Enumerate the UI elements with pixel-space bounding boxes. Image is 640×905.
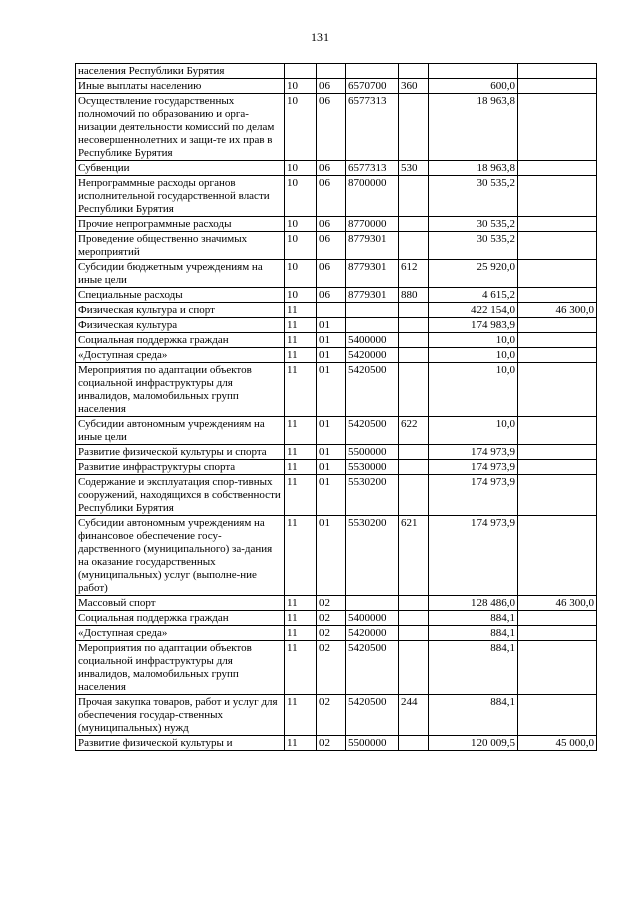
expense-type-cell: 621 [399,516,429,596]
expense-type-cell [399,641,429,695]
amount-cell: 18 963,8 [429,94,518,161]
section-code-cell: 11 [285,348,317,363]
subsection-code-cell [317,303,346,318]
section-code-cell: 10 [285,176,317,217]
amount-federal-cell [518,475,597,516]
target-article-cell: 5420500 [346,695,399,736]
target-article-cell: 5500000 [346,736,399,751]
table-row [76,176,597,217]
amount-federal-cell [518,232,597,260]
subsection-code-cell: 02 [317,626,346,641]
subsection-code-cell: 06 [317,161,346,176]
expense-type-cell [399,303,429,318]
subsection-code-cell: 06 [317,232,346,260]
row-name-cell: Субсидии бюджетным учреждениям на иные цели [76,260,285,288]
row-name-cell: Развитие физической культуры и спорта [76,445,285,460]
subsection-code-cell: 02 [317,596,346,611]
subsection-code-cell: 01 [317,475,346,516]
table-row [76,641,597,695]
subsection-code-cell: 02 [317,641,346,695]
row-name-cell: Мероприятия по адаптации объектов социальной инфраструктуры для инвалидов, маломобильных групп населения [76,641,285,695]
table-body [76,64,597,751]
target-article-cell: 5530000 [346,460,399,475]
amount-federal-cell [518,641,597,695]
table-row [76,736,597,751]
subsection-code-cell: 06 [317,288,346,303]
target-article-cell: 8779301 [346,260,399,288]
table-row [76,94,597,161]
expense-type-cell: 360 [399,79,429,94]
target-article-cell [346,64,399,79]
table-row [76,260,597,288]
expense-type-cell [399,626,429,641]
amount-federal-cell [518,333,597,348]
amount-federal-cell [518,176,597,217]
amount-cell: 128 486,0 [429,596,518,611]
subsection-code-cell: 01 [317,348,346,363]
amount-federal-cell: 45 000,0 [518,736,597,751]
row-name-cell: Физическая культура и спорт [76,303,285,318]
target-article-cell: 6577313 [346,94,399,161]
amount-cell: 600,0 [429,79,518,94]
amount-federal-cell [518,417,597,445]
amount-cell: 120 009,5 [429,736,518,751]
expense-type-cell: 244 [399,695,429,736]
amount-federal-cell [518,94,597,161]
table-row [76,363,597,417]
row-name-cell: Специальные расходы [76,288,285,303]
amount-federal-cell: 46 300,0 [518,303,597,318]
amount-federal-cell [518,260,597,288]
amount-federal-cell [518,318,597,333]
table-row [76,64,597,79]
section-code-cell: 11 [285,475,317,516]
expense-type-cell [399,318,429,333]
amount-cell: 10,0 [429,348,518,363]
table-row [76,611,597,626]
subsection-code-cell: 02 [317,695,346,736]
amount-cell: 10,0 [429,417,518,445]
target-article-cell: 5420500 [346,363,399,417]
section-code-cell: 11 [285,445,317,460]
row-name-cell: Массовый спорт [76,596,285,611]
table-row [76,460,597,475]
row-name-cell: Прочая закупка товаров, работ и услуг для обеспечения государ-ственных (муниципальных) нужд [76,695,285,736]
expense-type-cell [399,333,429,348]
amount-federal-cell [518,64,597,79]
row-name-cell: Социальная поддержка граждан [76,333,285,348]
amount-cell: 174 973,9 [429,516,518,596]
target-article-cell: 8779301 [346,288,399,303]
section-code-cell: 10 [285,161,317,176]
expense-type-cell [399,217,429,232]
table-row [76,445,597,460]
expense-type-cell: 622 [399,417,429,445]
section-code-cell: 11 [285,596,317,611]
section-code-cell [285,64,317,79]
section-code-cell: 11 [285,611,317,626]
row-name-cell: Непрограммные расходы органов исполнительной государственной власти Республики Бурятия [76,176,285,217]
section-code-cell: 10 [285,232,317,260]
table-row [76,288,597,303]
amount-cell: 174 983,9 [429,318,518,333]
amount-cell: 30 535,2 [429,232,518,260]
expense-type-cell [399,94,429,161]
row-name-cell: Развитие физической культуры и [76,736,285,751]
amount-cell: 884,1 [429,695,518,736]
section-code-cell: 10 [285,260,317,288]
amount-federal-cell [518,217,597,232]
table-row [76,348,597,363]
expense-type-cell [399,176,429,217]
amount-cell: 30 535,2 [429,176,518,217]
amount-cell: 4 615,2 [429,288,518,303]
target-article-cell: 8700000 [346,176,399,217]
row-name-cell: Субвенции [76,161,285,176]
table-row [76,516,597,596]
target-article-cell [346,318,399,333]
subsection-code-cell: 01 [317,516,346,596]
row-name-cell: Субсидии автономным учреждениям на иные цели [76,417,285,445]
expense-type-cell [399,64,429,79]
amount-federal-cell [518,445,597,460]
row-name-cell: Иные выплаты населению [76,79,285,94]
target-article-cell: 8770000 [346,217,399,232]
section-code-cell: 11 [285,303,317,318]
amount-federal-cell: 46 300,0 [518,596,597,611]
subsection-code-cell: 01 [317,460,346,475]
table-row [76,596,597,611]
subsection-code-cell: 01 [317,363,346,417]
subsection-code-cell [317,64,346,79]
row-name-cell: «Доступная среда» [76,626,285,641]
amount-cell: 174 973,9 [429,445,518,460]
subsection-code-cell: 06 [317,260,346,288]
target-article-cell: 8779301 [346,232,399,260]
section-code-cell: 10 [285,94,317,161]
amount-federal-cell [518,161,597,176]
section-code-cell: 10 [285,288,317,303]
row-name-cell: Субсидии автономным учреждениям на финансовое обеспечение госу-дарственного (муниципального) за-дания на оказание государственных (муниципальных) услуг (выполне-ние работ) [76,516,285,596]
section-code-cell: 11 [285,641,317,695]
amount-federal-cell [518,460,597,475]
table-row [76,333,597,348]
table-row [76,475,597,516]
row-name-cell: Проведение общественно значимых мероприятий [76,232,285,260]
row-name-cell: Социальная поддержка граждан [76,611,285,626]
row-name-cell: Мероприятия по адаптации объектов социальной инфраструктуры для инвалидов, маломобильных групп населения [76,363,285,417]
subsection-code-cell: 01 [317,318,346,333]
expense-type-cell [399,475,429,516]
expense-type-cell [399,736,429,751]
row-name-cell: Прочие непрограммные расходы [76,217,285,232]
amount-cell [429,64,518,79]
expense-type-cell: 612 [399,260,429,288]
amount-cell: 884,1 [429,626,518,641]
subsection-code-cell: 06 [317,79,346,94]
target-article-cell: 6577313 [346,161,399,176]
section-code-cell: 10 [285,217,317,232]
target-article-cell: 6570700 [346,79,399,94]
amount-cell: 18 963,8 [429,161,518,176]
target-article-cell: 5420500 [346,417,399,445]
table-row [76,318,597,333]
section-code-cell: 11 [285,417,317,445]
amount-cell: 25 920,0 [429,260,518,288]
section-code-cell: 11 [285,460,317,475]
target-article-cell: 5500000 [346,445,399,460]
target-article-cell: 5530200 [346,516,399,596]
target-article-cell: 5530200 [346,475,399,516]
amount-federal-cell [518,348,597,363]
table-row [76,626,597,641]
target-article-cell [346,596,399,611]
subsection-code-cell: 01 [317,333,346,348]
target-article-cell: 5400000 [346,333,399,348]
table-row [76,417,597,445]
table-row [76,695,597,736]
expense-type-cell [399,232,429,260]
target-article-cell [346,303,399,318]
expense-type-cell [399,445,429,460]
subsection-code-cell: 02 [317,736,346,751]
amount-federal-cell [518,611,597,626]
section-code-cell: 11 [285,516,317,596]
amount-cell: 174 973,9 [429,475,518,516]
subsection-code-cell: 01 [317,417,346,445]
section-code-cell: 11 [285,626,317,641]
amount-federal-cell [518,363,597,417]
expense-type-cell: 880 [399,288,429,303]
target-article-cell: 5400000 [346,611,399,626]
section-code-cell: 11 [285,695,317,736]
target-article-cell: 5420000 [346,626,399,641]
table-row [76,303,597,318]
amount-cell: 422 154,0 [429,303,518,318]
amount-cell: 884,1 [429,641,518,695]
target-article-cell: 5420000 [346,348,399,363]
amount-federal-cell [518,516,597,596]
expense-type-cell [399,460,429,475]
subsection-code-cell: 02 [317,611,346,626]
row-name-cell: Содержание и эксплуатация спор-тивных сооружений, находящихся в собственности Республики Бурятия [76,475,285,516]
table-row [76,79,597,94]
row-name-cell: Развитие инфраструктуры спорта [76,460,285,475]
expense-type-cell [399,611,429,626]
row-name-cell: Физическая культура [76,318,285,333]
page-number: 131 [311,30,329,44]
subsection-code-cell: 06 [317,217,346,232]
expense-type-cell [399,348,429,363]
amount-cell: 174 973,9 [429,460,518,475]
section-code-cell: 11 [285,363,317,417]
amount-cell: 884,1 [429,611,518,626]
section-code-cell: 11 [285,333,317,348]
expense-type-cell [399,363,429,417]
subsection-code-cell: 06 [317,176,346,217]
expense-type-cell: 530 [399,161,429,176]
amount-cell: 10,0 [429,363,518,417]
row-name-cell: «Доступная среда» [76,348,285,363]
amount-federal-cell [518,288,597,303]
subsection-code-cell: 01 [317,445,346,460]
section-code-cell: 11 [285,318,317,333]
expense-type-cell [399,596,429,611]
budget-table [75,63,597,751]
target-article-cell: 5420500 [346,641,399,695]
amount-federal-cell [518,695,597,736]
table-row [76,232,597,260]
amount-federal-cell [518,626,597,641]
row-name-cell: населения Республики Бурятия [76,64,285,79]
amount-cell: 10,0 [429,333,518,348]
subsection-code-cell: 06 [317,94,346,161]
amount-federal-cell [518,79,597,94]
table-row [76,217,597,232]
table-row [76,161,597,176]
amount-cell: 30 535,2 [429,217,518,232]
section-code-cell: 11 [285,736,317,751]
section-code-cell: 10 [285,79,317,94]
row-name-cell: Осуществление государственных полномочий по образованию и орга-низации деятельности комиссий по делам несовершеннолетних и защи-те их прав в Республике Бурятия [76,94,285,161]
